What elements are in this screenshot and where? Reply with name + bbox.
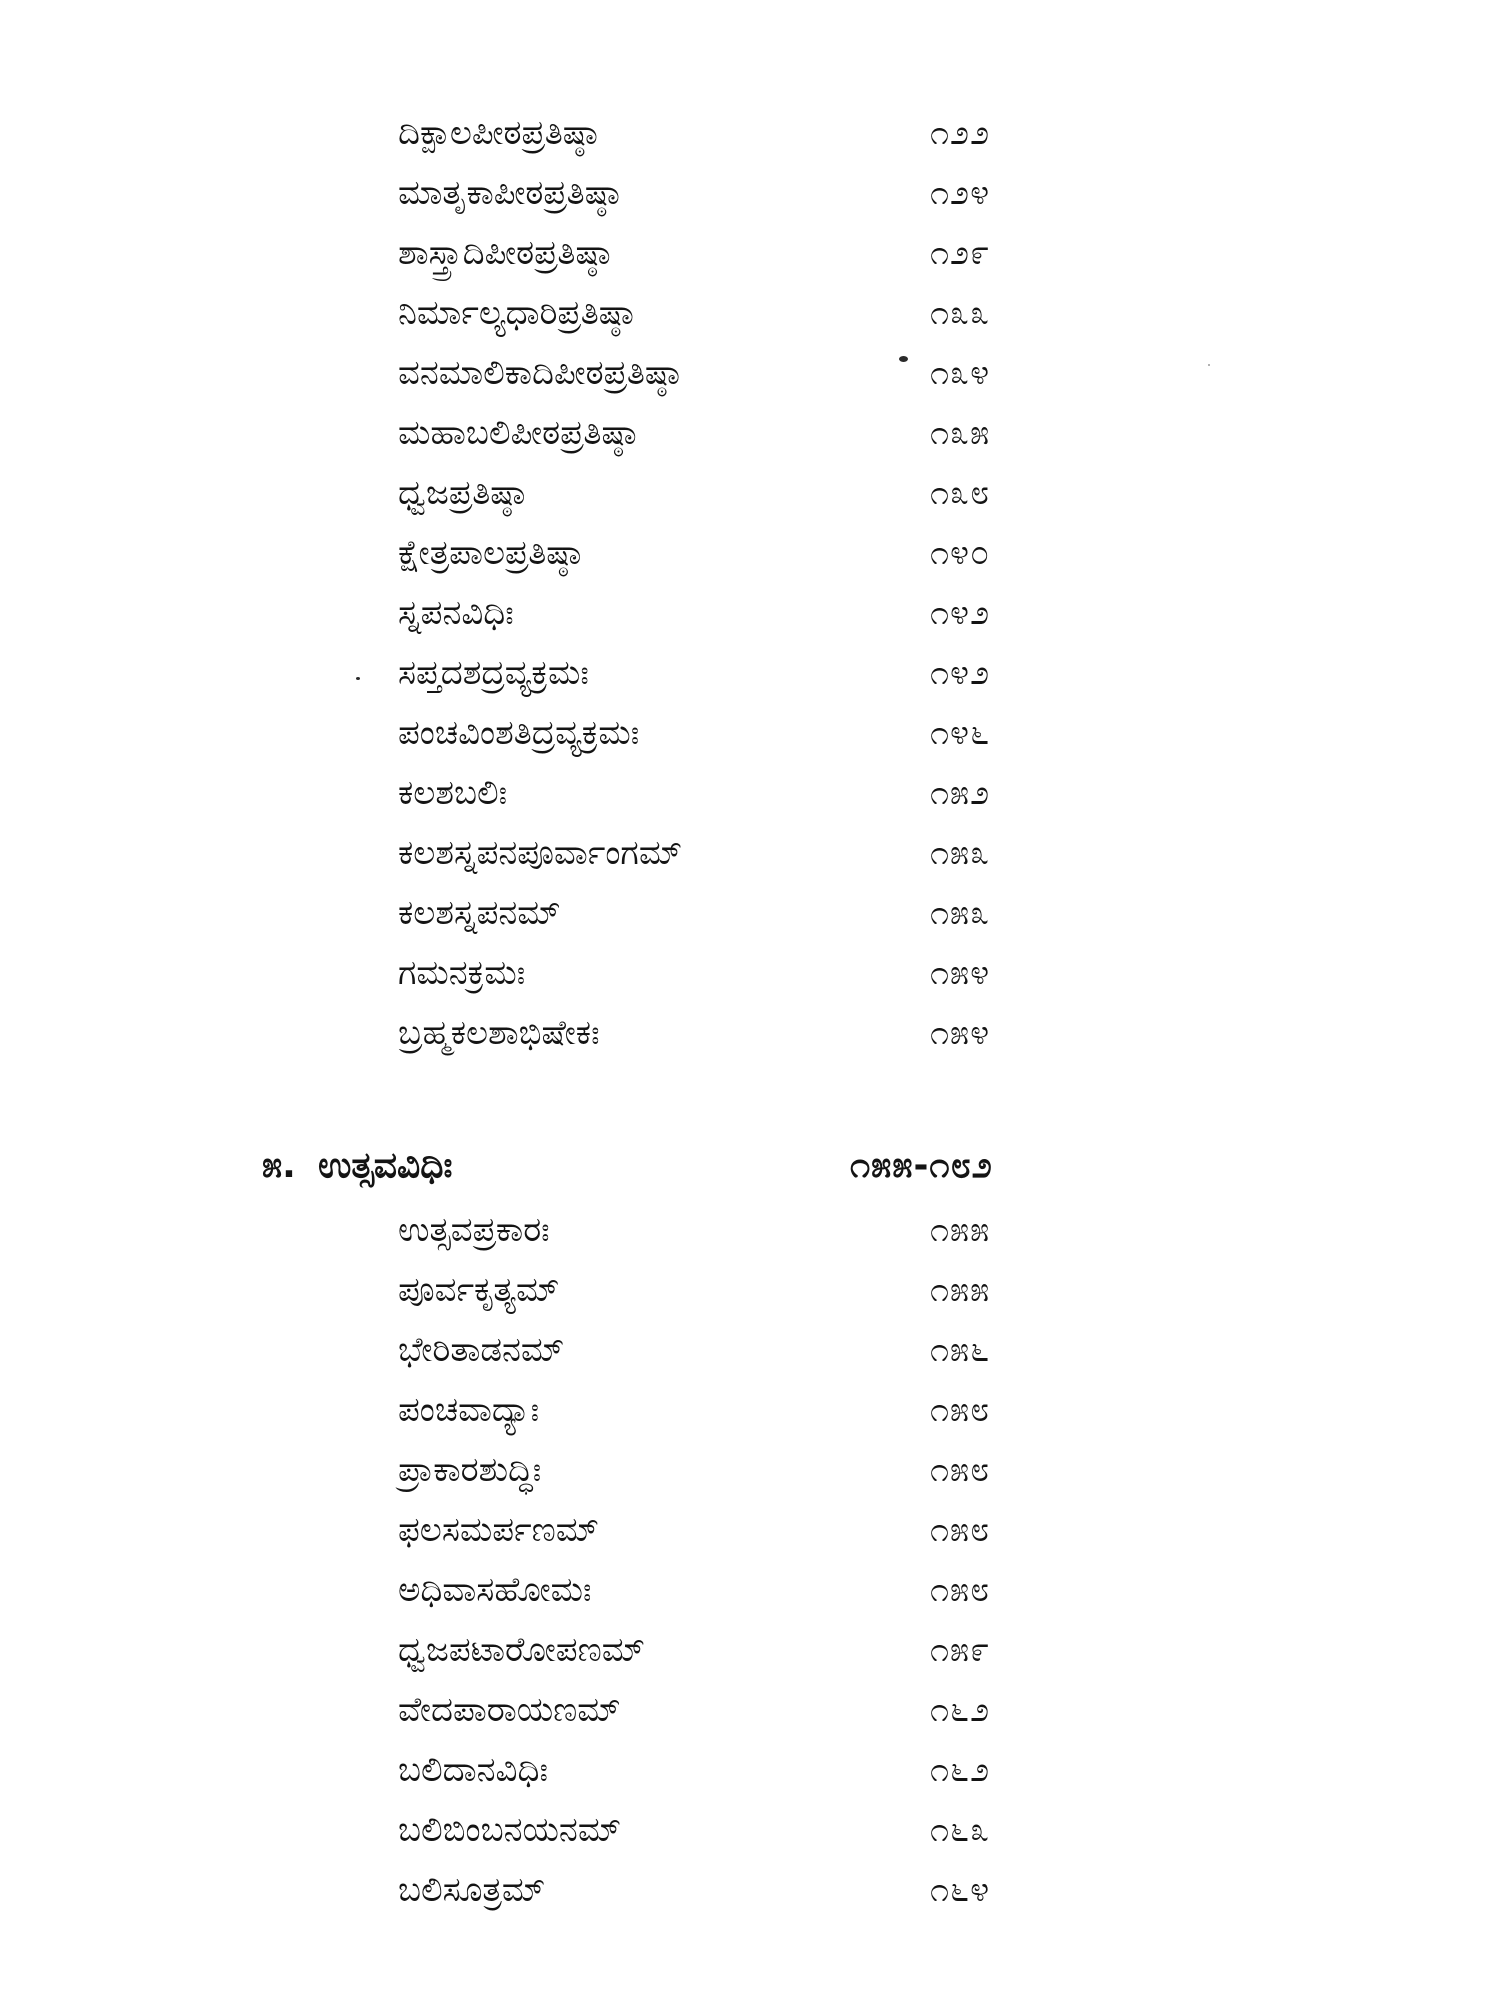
toc-entry-title: ಪಂಚವಾದ್ಯಾಃ bbox=[398, 1390, 540, 1430]
toc-entry-page: ೧೪೨ bbox=[930, 593, 991, 633]
toc-entry bbox=[0, 586, 1500, 646]
toc-entry bbox=[0, 346, 1500, 406]
toc-entry bbox=[0, 1863, 1500, 1923]
toc-entry bbox=[0, 1263, 1500, 1323]
section-number: ೫. bbox=[262, 1145, 296, 1186]
toc-entry-page: ೧೫೮ bbox=[930, 1510, 991, 1550]
section-heading bbox=[0, 1136, 1500, 1200]
toc-entry-page: ೧೫೮ bbox=[930, 1390, 991, 1430]
toc-entry-title: ಪಂಚವಿಂಶತಿದ್ರವ್ಯಕ್ರಮಃ bbox=[398, 713, 640, 753]
toc-entry-title: ಮಾತೃಕಾಪೀಠಪ್ರತಿಷ್ಠಾ bbox=[398, 173, 620, 213]
toc-entry-page: ೧೪೦ bbox=[930, 533, 991, 573]
toc-entry-page: ೧೩೮ bbox=[930, 473, 991, 513]
toc-entry-title: ಧ್ವಜಪ್ರತಿಷ್ಠಾ bbox=[398, 473, 526, 513]
toc-entry-page: ೧೬೨ bbox=[930, 1750, 991, 1790]
toc-entry bbox=[0, 766, 1500, 826]
toc-entry-title: ಸ್ನಪನವಿಧಿಃ bbox=[398, 593, 514, 633]
toc-entry-page: ೧೫೨ bbox=[930, 773, 991, 813]
toc-entry-title: ಬಲಿಬಿಂಬನಯನಮ್ bbox=[398, 1810, 622, 1850]
toc-entry bbox=[0, 646, 1500, 706]
toc-entry-title: ಕಲಶಬಲಿಃ bbox=[398, 773, 508, 813]
toc-entry-page: ೧೩೪ bbox=[930, 353, 991, 393]
toc-entry-page: ೧೫೩ bbox=[930, 833, 991, 873]
section-page-range: ೧೫೫-೧೮೨ bbox=[850, 1145, 993, 1186]
toc-entry bbox=[0, 1803, 1500, 1863]
toc-entry-title: ಕಲಶಸ್ನಪನಪೂರ್ವಾಂಗಮ್ bbox=[398, 833, 683, 873]
toc-entry-page: ೧೫೪ bbox=[930, 953, 991, 993]
toc-entry bbox=[0, 106, 1500, 166]
toc-entry-page: ೧೫೮ bbox=[930, 1570, 991, 1610]
toc-entry-title: ಶಾಸ್ತ್ರಾದಿಪೀಠಪ್ರತಿಷ್ಠಾ bbox=[398, 233, 611, 273]
toc-entry-page: ೧೬೨ bbox=[930, 1690, 991, 1730]
toc-entry-page: ೧೫೩ bbox=[930, 893, 991, 933]
toc-entry-title: ಮಹಾಬಲಿಪೀಠಪ್ರತಿಷ್ಠಾ bbox=[398, 413, 637, 453]
toc-list-part2 bbox=[0, 1203, 1500, 1923]
toc-entry bbox=[0, 526, 1500, 586]
toc-entry bbox=[0, 886, 1500, 946]
toc-entry bbox=[0, 1323, 1500, 1383]
toc-entry bbox=[0, 1443, 1500, 1503]
scan-speck bbox=[356, 677, 360, 680]
toc-entry-page: ೧೩೫ bbox=[930, 413, 991, 453]
toc-entry bbox=[0, 406, 1500, 466]
toc-entry-page: ೧೪೨ bbox=[930, 653, 991, 693]
toc-entry-title: ಸಪ್ತದಶದ್ರವ್ಯಕ್ರಮಃ bbox=[398, 653, 589, 693]
toc-entry-page: ೧೫೫ bbox=[930, 1270, 991, 1310]
toc-entry bbox=[0, 1006, 1500, 1066]
toc-entry bbox=[0, 466, 1500, 526]
toc-entry bbox=[0, 166, 1500, 226]
toc-entry-page: ೧೨೯ bbox=[930, 233, 991, 273]
toc-entry-title: ಕ್ಷೇತ್ರಪಾಲಪ್ರತಿಷ್ಠಾ bbox=[398, 533, 582, 573]
toc-entry-page: ೧೫೮ bbox=[930, 1450, 991, 1490]
scan-speck bbox=[1208, 364, 1210, 366]
toc-entry-page: ೧೬೩ bbox=[930, 1810, 991, 1850]
toc-entry bbox=[0, 1623, 1500, 1683]
toc-entry-title: ಪ್ರಾಕಾರಶುದ್ಧಿಃ bbox=[398, 1450, 542, 1490]
toc-entry bbox=[0, 1683, 1500, 1743]
toc-entry-title: ಗಮನಕ್ರಮಃ bbox=[398, 953, 526, 993]
toc-entry-title: ಬ್ರಹ್ಮಕಲಶಾಭಿಷೇಕಃ bbox=[398, 1013, 600, 1053]
toc-entry-title: ಅಧಿವಾಸಹೋಮಃ bbox=[398, 1570, 592, 1610]
toc-entry-page: ೧೪೬ bbox=[930, 713, 991, 753]
toc-entry-title: ಧ್ವಜಪಟಾರೋಪಣಮ್ bbox=[398, 1630, 646, 1670]
toc-entry bbox=[0, 1503, 1500, 1563]
toc-entry-page: ೧೨೨ bbox=[930, 113, 991, 153]
toc-entry-title: ಕಲಶಸ್ನಪನಮ್ bbox=[398, 893, 561, 933]
toc-entry-title: ಉತ್ಸವಪ್ರಕಾರಃ bbox=[398, 1210, 550, 1250]
toc-entry bbox=[0, 286, 1500, 346]
toc-list-part1 bbox=[0, 106, 1500, 1066]
toc-entry-page: ೧೫೫ bbox=[930, 1210, 991, 1250]
toc-entry bbox=[0, 946, 1500, 1006]
toc-entry-title: ಬಲಿದಾನವಿಧಿಃ bbox=[398, 1750, 548, 1790]
toc-entry bbox=[0, 1563, 1500, 1623]
toc-entry-page: ೧೩೩ bbox=[930, 293, 991, 333]
toc-entry bbox=[0, 226, 1500, 286]
section-title: ಉತ್ಸವವಿಧಿಃ bbox=[318, 1145, 453, 1186]
toc-entry-title: ವನಮಾಲಿಕಾದಿಪೀಠಪ್ರತಿಷ್ಠಾ bbox=[398, 353, 680, 393]
toc-entry bbox=[0, 1203, 1500, 1263]
toc-entry-title: ದಿಕ್ಪಾಲಪೀಠಪ್ರತಿಷ್ಠಾ bbox=[398, 113, 598, 153]
toc-entry-page: ೧೬೪ bbox=[930, 1870, 991, 1910]
toc-entry-title: ಬಲಿಸೂತ್ರಮ್ bbox=[398, 1870, 546, 1910]
toc-entry-page: ೧೨೪ bbox=[930, 173, 991, 213]
toc-entry bbox=[0, 1743, 1500, 1803]
toc-entry-title: ವೇದಪಾರಾಯಣಮ್ bbox=[398, 1690, 621, 1730]
scan-speck bbox=[899, 356, 908, 362]
toc-entry bbox=[0, 826, 1500, 886]
toc-entry bbox=[0, 706, 1500, 766]
toc-entry-page: ೧೫೪ bbox=[930, 1013, 991, 1053]
toc-entry-title: ಫಲಸಮರ್ಪಣಮ್ bbox=[398, 1510, 600, 1550]
toc-entry bbox=[0, 1383, 1500, 1443]
toc-entry-title: ಪೂರ್ವಕೃತ್ಯಮ್ bbox=[398, 1270, 560, 1310]
toc-entry-title: ನಿರ್ಮಾಲ್ಯಧಾರಿಪ್ರತಿಷ್ಠಾ bbox=[398, 293, 634, 333]
toc-entry-page: ೧೫೯ bbox=[930, 1630, 991, 1670]
toc-entry-title: ಭೇರಿತಾಡನಮ್ bbox=[398, 1330, 565, 1370]
toc-entry-page: ೧೫೬ bbox=[930, 1330, 991, 1370]
